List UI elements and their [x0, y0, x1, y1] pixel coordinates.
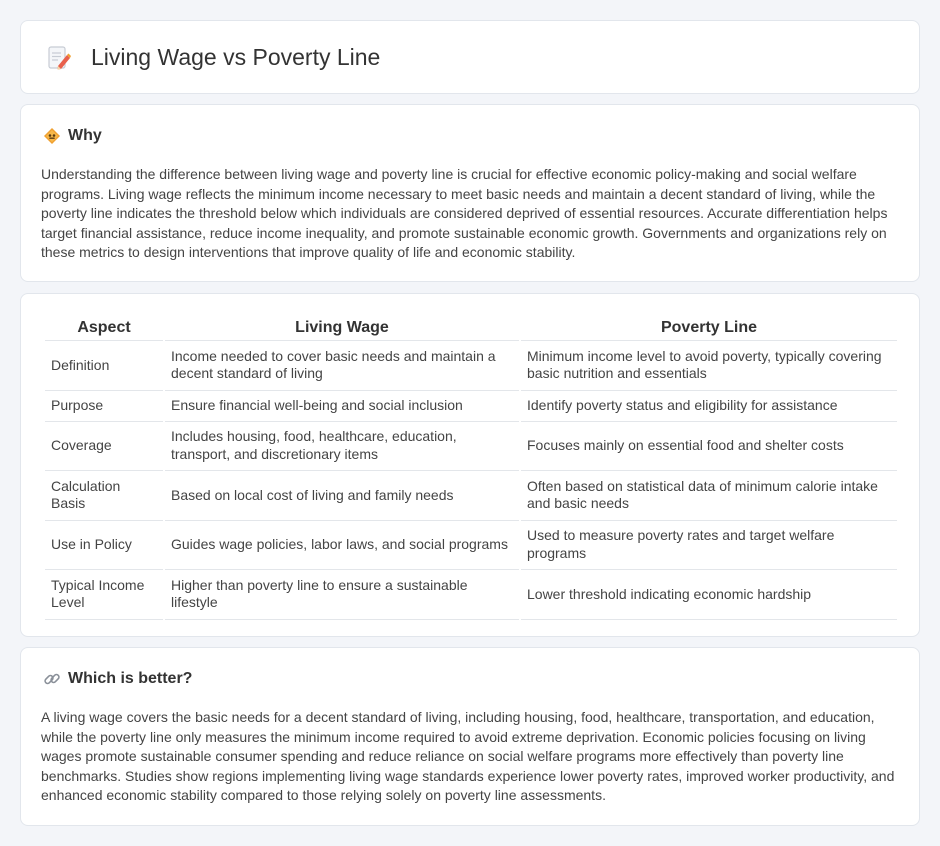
cell-living-wage: Guides wage policies, labor laws, and social programs: [165, 521, 519, 571]
warning-diamond-icon: [43, 127, 61, 145]
cell-poverty-line: Lower threshold indicating economic hardship: [521, 570, 897, 620]
cell-aspect: Typical Income Level: [45, 570, 163, 620]
cell-aspect: Use in Policy: [45, 521, 163, 571]
cell-poverty-line: Often based on statistical data of minimum calorie intake and basic needs: [521, 471, 897, 521]
title-row: [47, 44, 380, 71]
cell-aspect: Calculation Basis: [45, 471, 163, 521]
cell-poverty-line: Minimum income level to avoid poverty, typically covering basic nutrition and essentials: [521, 341, 897, 391]
better-heading: [43, 670, 192, 688]
better-title: Which is better?: [68, 670, 193, 687]
table-row: [45, 471, 897, 521]
table-header-row: [45, 316, 897, 341]
link-icon: [43, 670, 61, 688]
why-paragraph: Understanding the difference between living wage and poverty line is crucial for effective economic policy-making and social welfare programs. Living wage reflects the minimum income necessary to meet basic needs and maintain a decent standard of living, while the poverty line indicates the threshold below which individuals are considered deprived of essential resources. Accurate differentiation helps target financial assistance, reduce income inequality, and promote sustainable economic growth. Governments and organizations rely on these metrics to design interventions that improve quality of life and economic stability.: [41, 166, 888, 261]
cell-living-wage: Income needed to cover basic needs and maintain a decent standard of living: [165, 341, 519, 391]
header-card: [20, 20, 920, 94]
column-header-living-wage: Living Wage: [165, 316, 519, 341]
column-header-poverty-line: Poverty Line: [521, 316, 897, 341]
cell-living-wage: Based on local cost of living and family needs: [165, 471, 519, 521]
comparison-card: [20, 293, 920, 637]
cell-aspect: Definition: [45, 341, 163, 391]
cell-living-wage: Includes housing, food, healthcare, education, transport, and discretionary items: [165, 422, 519, 472]
cell-poverty-line: Used to measure poverty rates and target welfare programs: [521, 521, 897, 571]
cell-living-wage: Ensure financial well-being and social inclusion: [165, 391, 519, 422]
column-header-aspect: Aspect: [45, 316, 163, 341]
why-title: Why: [68, 127, 102, 144]
table-row: [45, 422, 897, 472]
comparison-table: [43, 316, 899, 620]
better-paragraph: A living wage covers the basic needs for a decent standard of living, including housing, food, healthcare, transportation, and education, while the poverty line only measures the minimum income required to avoid extreme deprivation. Economic policies focusing on living wages promote sustainable consumer spending and reduce reliance on social welfare programs more effectively than poverty line benchmarks. Studies show regions implementing living wage standards experience lower poverty rates, improved worker productivity, and enhanced economic stability compared to those relying solely on poverty line assessments.: [41, 709, 895, 804]
cell-poverty-line: Focuses mainly on essential food and shelter costs: [521, 422, 897, 472]
page-title: Living Wage vs Poverty Line: [91, 44, 381, 70]
table-row: [45, 570, 897, 620]
cell-aspect: Purpose: [45, 391, 163, 422]
why-heading: [43, 127, 102, 145]
table-row: [45, 521, 897, 571]
better-card: [20, 647, 920, 826]
cell-poverty-line: Identify poverty status and eligibility for assistance: [521, 391, 897, 422]
table-row: [45, 341, 897, 391]
table-row: [45, 391, 897, 422]
cell-living-wage: Higher than poverty line to ensure a sustainable lifestyle: [165, 570, 519, 620]
why-card: [20, 104, 920, 282]
cell-aspect: Coverage: [45, 422, 163, 472]
document-pencil-icon: [47, 45, 71, 71]
